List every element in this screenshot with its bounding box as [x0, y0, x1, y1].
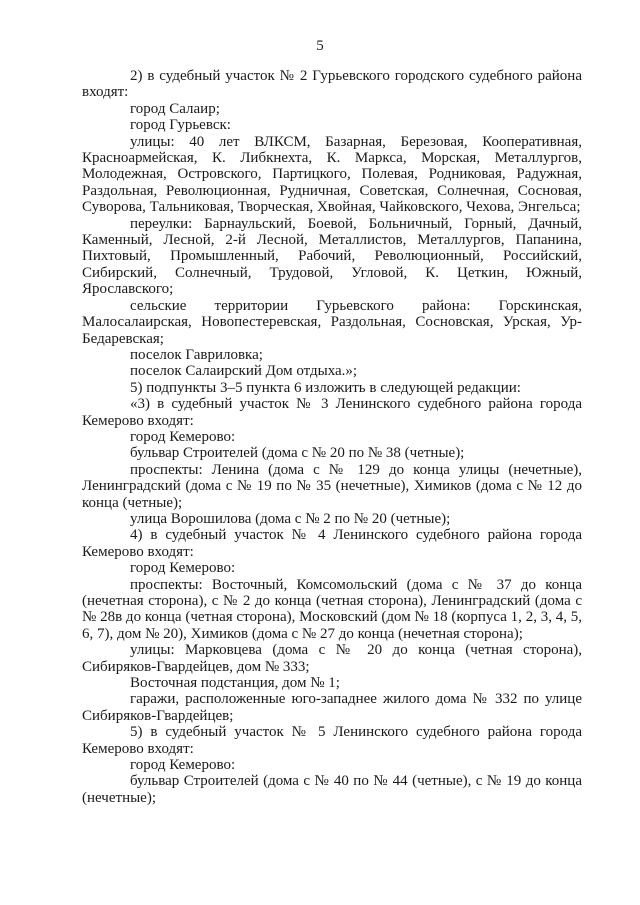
paragraph: улица Ворошилова (дома с № 2 по № 20 (четные);: [130, 510, 451, 527]
paragraph: «3) в судебный участок № 3 Ленинского судебного района города Кемерово входят:: [82, 396, 582, 429]
paragraph: город Кемерово:: [130, 428, 236, 445]
paragraph: город Гурьевск:: [130, 117, 231, 134]
paragraph: бульвар Строителей (дома с № 20 по № 38 (четные);: [130, 445, 465, 462]
paragraph: сельские территории Гурьевского района: Горскинская, Малосалаирская, Новопестеревская, Раздольная, Сосновская, Урская, Ур-Бедаревская;: [82, 297, 582, 347]
paragraph: Восточная подстанция, дом № 1;: [130, 675, 340, 692]
document-body: [82, 68, 582, 806]
paragraph: 4) в судебный участок № 4 Ленинского судебного района города Кемерово входят:: [82, 527, 582, 560]
paragraph: переулки: Барнаульский, Боевой, Больничный, Горный, Дачный, Каменный, Лесной, 2-й Лесной, Металлистов, Металлургов, Папанина, Пихтовый, Промышленный, Рабочий, Революционный, Российский, Сибирский, Солнечный, Трудовой, Угловой, К. Цеткин, Южный, Ярославского;: [82, 215, 582, 298]
paragraph: улицы: 40 лет ВЛКСМ, Базарная, Березовая, Кооперативная, Красноармейская, К. Либкнехта, К. Маркса, Морская, Металлургов, Молодежная, Островского, Партицкого, Полевая, Родниковая, Радужная, Раздольная, Революционная, Рудничная, Советская, Солнечная, Сосновая, Суворова, Тальниковая, Творческая, Хвойная, Чайковского, Чехова, Энгельса;: [82, 133, 582, 216]
paragraph: проспекты: Восточный, Комсомольский (дома с № 37 до конца (нечетная сторона), с № 2 до конца (четная сторона), Ленинградский (дома с № 28в до конца (четная сторона), Московский (дом № 18 (корпуса 1, 2, 3, 4, 5, 6, 7), дом № 20), Химиков (дома с № 27 до конца (нечетная сторона);: [82, 576, 582, 642]
paragraph: поселок Салаирский Дом отдыха.»;: [130, 363, 358, 380]
paragraph: бульвар Строителей (дома с № 40 по № 44 (четные), с № 19 до конца (нечетные);: [82, 773, 582, 806]
paragraph: 5) подпункты 3–5 пункта 6 изложить в следующей редакции:: [130, 379, 521, 396]
paragraph: 5) в судебный участок № 5 Ленинского судебного района города Кемерово входят:: [82, 724, 582, 757]
paragraph: поселок Гавриловка;: [130, 346, 263, 363]
paragraph: гаражи, расположенные юго-западнее жилого дома № 332 по улице Сибиряков-Гвардейцев;: [82, 691, 582, 724]
paragraph: проспекты: Ленина (дома с № 129 до конца улицы (нечетные), Ленинградский (дома с № 19 по № 35 (нечетные), Химиков (дома с № 12 до конца (четные);: [82, 461, 582, 511]
paragraph: город Кемерово:: [130, 757, 236, 774]
paragraph: 2) в судебный участок № 2 Гурьевского городского судебного района входят:: [82, 68, 582, 101]
paragraph: улицы: Марковцева (дома с № 20 до конца (четная сторона), Сибиряков-Гвардейцев, дом № 333;: [82, 642, 582, 675]
paragraph: город Кемерово:: [130, 560, 236, 577]
paragraph: город Салаир;: [130, 100, 220, 117]
page-number: 5: [316, 38, 324, 54]
